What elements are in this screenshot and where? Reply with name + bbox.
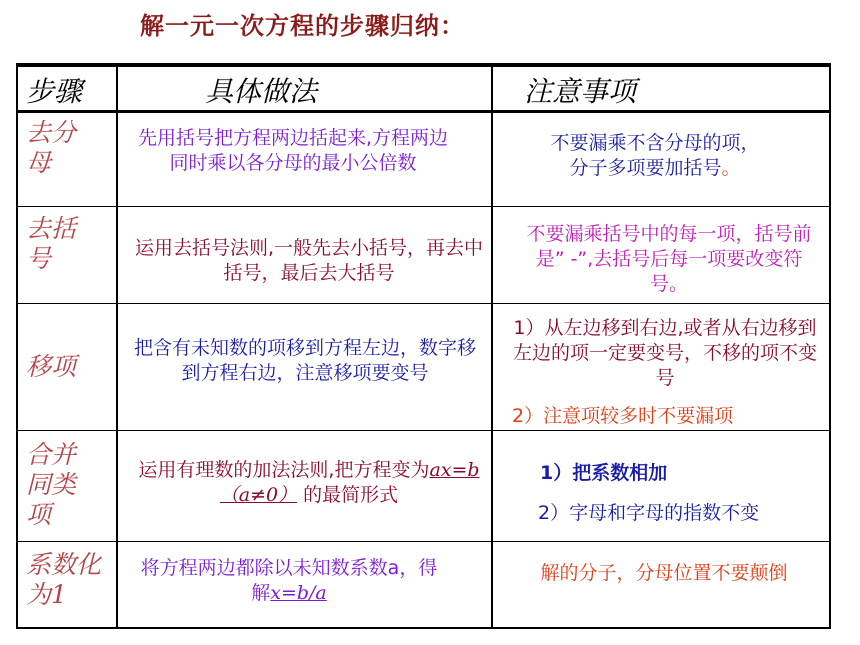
column-divider — [491, 63, 493, 629]
note-line: 分子多项要加括号 — [569, 157, 722, 179]
note-period: 。 — [721, 157, 741, 179]
method-text — [134, 556, 444, 606]
header-bottom-border — [16, 110, 831, 113]
step-label: 移项 — [26, 352, 77, 381]
method-text-part: 运用有理数的加法法则,把方程变为 — [138, 459, 430, 481]
row-divider — [16, 206, 831, 207]
step-label: 去分母 — [26, 118, 77, 177]
row-divider — [16, 303, 831, 304]
method-text: 运用去括号法则,一般先去小括号，再去中括号，最后去大括号 — [134, 237, 484, 284]
formula: x=b/a — [270, 582, 327, 604]
note-text: 2）注意项较多时不要漏项 — [512, 405, 734, 427]
table-left-border — [16, 63, 18, 629]
note-text: 2）字母和字母的指数不变 — [538, 502, 760, 524]
step-label: 去括号 — [26, 214, 77, 273]
formula: ax=b（a≠0） — [219, 459, 480, 506]
method-text-part: 的最简形式 — [297, 484, 399, 506]
note-line: 不要漏乘不含分母的项， — [550, 132, 760, 154]
note-text — [506, 131, 804, 181]
row-divider — [16, 430, 831, 431]
table-right-border — [829, 63, 831, 629]
note-text: 解的分子，分母位置不要颠倒 — [540, 562, 788, 584]
header-step: 步骤 — [26, 75, 83, 108]
page-title: 解一元一次方程的步骤归纳： — [140, 12, 465, 40]
method-text: 把含有未知数的项移到方程左边，数字移到方程右边，注意移项要变号 — [133, 337, 476, 384]
header-note: 注意事项 — [524, 75, 637, 108]
step-label: 合并同类项 — [26, 440, 77, 529]
table-top-border — [16, 63, 831, 67]
note-text: 不要漏乘括号中的每一项，括号前是” -”,去括号后每一项要改变符号。 — [526, 223, 812, 295]
note-text: 1）把系数相加 — [540, 462, 668, 484]
method-text: 先用括号把方程两边括起来,方程两边同时乘以各分母的最小公倍数 — [137, 127, 449, 174]
table-bottom-border — [16, 627, 831, 629]
header-method: 具体做法 — [205, 75, 318, 108]
note-text: 1）从左边移到右边,或者从右边移到左边的项一定要变号，不移的项不变号 — [512, 317, 817, 389]
method-text-part: 将方程两边都除以未知数系数a，得解 — [140, 557, 438, 604]
row-divider — [16, 541, 831, 542]
step-label: 系数化为1 — [26, 550, 102, 609]
column-divider — [116, 63, 118, 629]
method-text — [128, 458, 490, 508]
